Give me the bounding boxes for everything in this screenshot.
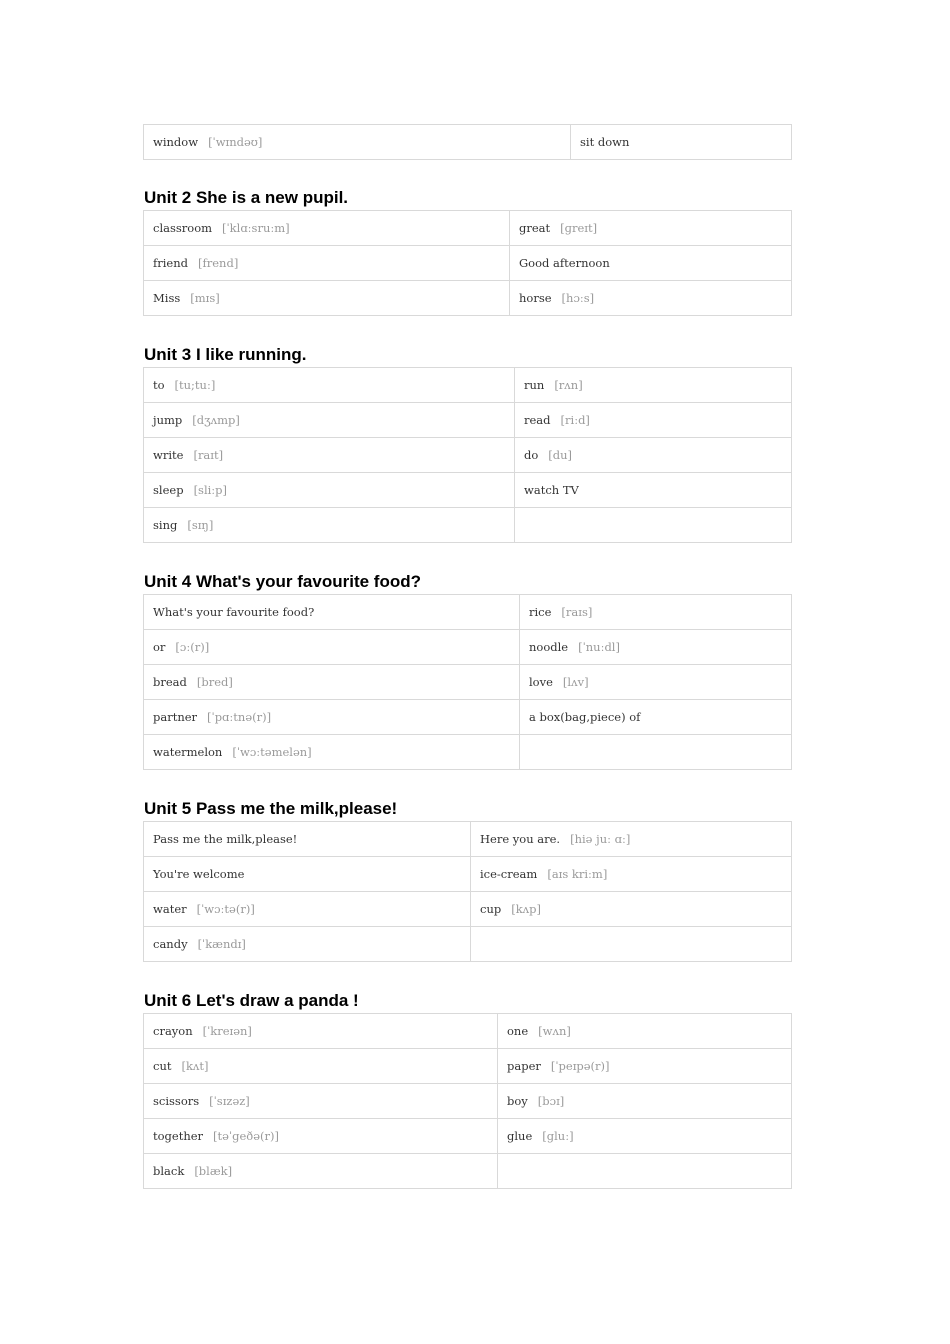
vocab-phonetic: [wʌn] bbox=[538, 1024, 571, 1038]
vocab-phonetic: [ˈklɑːsruːm] bbox=[222, 221, 290, 235]
vocab-word: do bbox=[524, 448, 539, 462]
vocab-cell bbox=[144, 1014, 498, 1049]
vocab-cell bbox=[471, 927, 792, 962]
vocab-cell bbox=[498, 1049, 792, 1084]
unit-6-heading: Unit 6 Let's draw a panda ! bbox=[144, 991, 359, 1010]
vocab-phonetic: [blæk] bbox=[194, 1164, 233, 1178]
vocab-phonetic: [mɪs] bbox=[190, 291, 220, 305]
vocab-word: cut bbox=[153, 1059, 172, 1073]
vocab-phonetic: [ˈsɪzəz] bbox=[209, 1094, 250, 1108]
vocab-cell bbox=[515, 368, 792, 403]
table-row bbox=[144, 595, 792, 630]
vocab-cell bbox=[144, 735, 520, 770]
vocab-cell bbox=[510, 246, 792, 281]
vocab-word: ice-cream bbox=[480, 867, 538, 881]
vocab-table-unit-1 bbox=[143, 124, 792, 160]
table-row bbox=[144, 246, 792, 281]
vocab-cell bbox=[498, 1084, 792, 1119]
vocab-phonetic: [sliːp] bbox=[193, 483, 228, 497]
vocab-phonetic: [ɔː(r)] bbox=[175, 640, 210, 654]
vocab-phonetic: [frend] bbox=[198, 256, 239, 270]
vocab-cell bbox=[144, 822, 471, 857]
vocab-phonetic: [ˈpeɪpə(r)] bbox=[550, 1059, 610, 1073]
vocab-cell bbox=[144, 125, 571, 160]
vocab-phonetic: [raɪs] bbox=[561, 605, 593, 619]
vocab-word: watermelon bbox=[153, 745, 223, 759]
vocab-phonetic: [hiə juː ɑː] bbox=[570, 832, 631, 846]
vocab-phonetic: [ˈwɔːtəmelən] bbox=[232, 745, 312, 759]
vocab-phonetic: [dʒʌmp] bbox=[192, 413, 240, 427]
vocab-phonetic: [kʌp] bbox=[511, 902, 542, 916]
vocab-cell bbox=[515, 438, 792, 473]
vocab-cell bbox=[144, 630, 520, 665]
table-row bbox=[144, 700, 792, 735]
table-row bbox=[144, 508, 792, 543]
vocab-cell bbox=[144, 1154, 498, 1189]
vocab-word: sleep bbox=[153, 483, 184, 497]
vocab-phonetic: [aɪs kriːm] bbox=[547, 867, 608, 881]
vocab-word: great bbox=[519, 221, 551, 235]
table-row bbox=[144, 211, 792, 246]
vocab-word: sing bbox=[153, 518, 178, 532]
vocab-cell bbox=[520, 595, 792, 630]
table-row bbox=[144, 368, 792, 403]
unit-3-heading: Unit 3 I like running. bbox=[144, 345, 307, 364]
vocab-word: water bbox=[153, 902, 187, 916]
vocab-phonetic: [ˈkændɪ] bbox=[197, 937, 246, 951]
vocab-cell bbox=[144, 665, 520, 700]
vocab-cell bbox=[471, 892, 792, 927]
vocab-word: bread bbox=[153, 675, 187, 689]
vocab-phonetic: [ˈwɪndəʊ] bbox=[208, 135, 263, 149]
vocab-word: cup bbox=[480, 902, 502, 916]
vocab-cell bbox=[515, 508, 792, 543]
vocab-word: write bbox=[153, 448, 184, 462]
vocab-word: read bbox=[524, 413, 551, 427]
vocab-phonetic: [ˈkreɪən] bbox=[202, 1024, 252, 1038]
vocab-phonetic: [bred] bbox=[196, 675, 233, 689]
vocab-word: Here you are. bbox=[480, 832, 561, 846]
vocab-cell bbox=[515, 473, 792, 508]
vocab-word: or bbox=[153, 640, 166, 654]
vocab-cell bbox=[144, 700, 520, 735]
vocab-word: glue bbox=[507, 1129, 533, 1143]
vocab-cell bbox=[510, 211, 792, 246]
vocab-phonetic: [du] bbox=[548, 448, 573, 462]
vocab-word: horse bbox=[519, 291, 552, 305]
vocab-cell bbox=[144, 473, 515, 508]
vocab-phonetic: [tu;tuː] bbox=[174, 378, 216, 392]
table-row bbox=[144, 735, 792, 770]
vocab-phonetic: [ˈwɔːtə(r)] bbox=[196, 902, 255, 916]
vocab-cell bbox=[144, 211, 510, 246]
vocab-cell bbox=[571, 125, 792, 160]
table-row bbox=[144, 927, 792, 962]
vocab-word: a box(bag,piece) of bbox=[529, 710, 641, 724]
vocab-cell bbox=[144, 1084, 498, 1119]
vocab-word: Pass me the milk,please! bbox=[153, 832, 298, 846]
vocab-word: sit down bbox=[580, 135, 630, 149]
vocab-phonetic: [rʌn] bbox=[554, 378, 583, 392]
table-row bbox=[144, 630, 792, 665]
vocab-cell bbox=[471, 822, 792, 857]
vocab-cell bbox=[498, 1119, 792, 1154]
table-row bbox=[144, 125, 792, 160]
vocab-word: Miss bbox=[153, 291, 181, 305]
vocab-cell bbox=[144, 438, 515, 473]
vocab-word: partner bbox=[153, 710, 198, 724]
vocab-phonetic: [ˈpɑːtnə(r)] bbox=[207, 710, 272, 724]
vocab-word: Good afternoon bbox=[519, 256, 610, 270]
vocab-word: boy bbox=[507, 1094, 528, 1108]
vocab-table-unit-4 bbox=[143, 594, 792, 770]
table-row bbox=[144, 438, 792, 473]
vocab-cell bbox=[144, 1049, 498, 1084]
table-row bbox=[144, 1154, 792, 1189]
vocab-phonetic: [kʌt] bbox=[181, 1059, 209, 1073]
vocab-cell bbox=[510, 281, 792, 316]
vocab-cell bbox=[144, 927, 471, 962]
vocab-word: together bbox=[153, 1129, 204, 1143]
vocab-table-unit-6 bbox=[143, 1013, 792, 1189]
vocab-phonetic: [təˈgeðə(r)] bbox=[213, 1129, 279, 1143]
vocab-word: black bbox=[153, 1164, 185, 1178]
vocab-cell bbox=[520, 735, 792, 770]
vocab-word: jump bbox=[153, 413, 183, 427]
vocab-cell bbox=[144, 368, 515, 403]
table-row bbox=[144, 1049, 792, 1084]
vocab-word: scissors bbox=[153, 1094, 200, 1108]
vocab-word: friend bbox=[153, 256, 189, 270]
vocab-phonetic: [gluː] bbox=[542, 1129, 574, 1143]
vocab-cell bbox=[498, 1014, 792, 1049]
table-row bbox=[144, 403, 792, 438]
unit-2-heading: Unit 2 She is a new pupil. bbox=[144, 188, 349, 207]
vocab-phonetic: [hɔːs] bbox=[561, 291, 595, 305]
vocab-word: love bbox=[529, 675, 553, 689]
vocab-word: watch TV bbox=[524, 483, 579, 497]
vocab-table-unit-2 bbox=[143, 210, 792, 316]
vocab-phonetic: [riːd] bbox=[560, 413, 590, 427]
vocab-phonetic: [raɪt] bbox=[193, 448, 224, 462]
vocab-cell bbox=[144, 892, 471, 927]
vocab-word: to bbox=[153, 378, 165, 392]
table-row bbox=[144, 892, 792, 927]
vocab-word: What's your favourite food? bbox=[153, 605, 315, 619]
table-row bbox=[144, 1119, 792, 1154]
vocab-phonetic: [ˈnuːdl] bbox=[578, 640, 620, 654]
vocab-cell bbox=[520, 630, 792, 665]
vocab-cell bbox=[144, 508, 515, 543]
unit-5-heading: Unit 5 Pass me the milk,please! bbox=[144, 799, 398, 818]
vocab-cell bbox=[144, 246, 510, 281]
unit-4-heading: Unit 4 What's your favourite food? bbox=[144, 572, 421, 591]
vocab-table-unit-5 bbox=[143, 821, 792, 962]
vocab-cell bbox=[520, 665, 792, 700]
vocab-phonetic: [lʌv] bbox=[562, 675, 589, 689]
vocab-word: crayon bbox=[153, 1024, 193, 1038]
table-row bbox=[144, 281, 792, 316]
vocab-cell bbox=[520, 700, 792, 735]
vocab-phonetic: [sɪŋ] bbox=[187, 518, 214, 532]
vocab-cell bbox=[515, 403, 792, 438]
vocab-word: one bbox=[507, 1024, 529, 1038]
vocab-word: candy bbox=[153, 937, 188, 951]
vocab-word: You're welcome bbox=[153, 867, 245, 881]
vocab-phonetic: [ɡreɪt] bbox=[560, 221, 598, 235]
vocab-word: run bbox=[524, 378, 545, 392]
vocab-cell bbox=[144, 1119, 498, 1154]
vocab-cell bbox=[144, 595, 520, 630]
table-row bbox=[144, 822, 792, 857]
table-row bbox=[144, 1084, 792, 1119]
vocab-phonetic: [bɔɪ] bbox=[537, 1094, 565, 1108]
vocab-cell bbox=[144, 281, 510, 316]
vocab-table-unit-3 bbox=[143, 367, 792, 543]
vocab-cell bbox=[471, 857, 792, 892]
table-row bbox=[144, 665, 792, 700]
vocab-word: noodle bbox=[529, 640, 569, 654]
table-row bbox=[144, 1014, 792, 1049]
table-row bbox=[144, 857, 792, 892]
vocab-cell bbox=[498, 1154, 792, 1189]
vocab-word: rice bbox=[529, 605, 552, 619]
vocab-word: window bbox=[153, 135, 199, 149]
table-row bbox=[144, 473, 792, 508]
vocab-word: paper bbox=[507, 1059, 541, 1073]
vocab-word: classroom bbox=[153, 221, 213, 235]
vocab-cell bbox=[144, 857, 471, 892]
vocab-cell bbox=[144, 403, 515, 438]
